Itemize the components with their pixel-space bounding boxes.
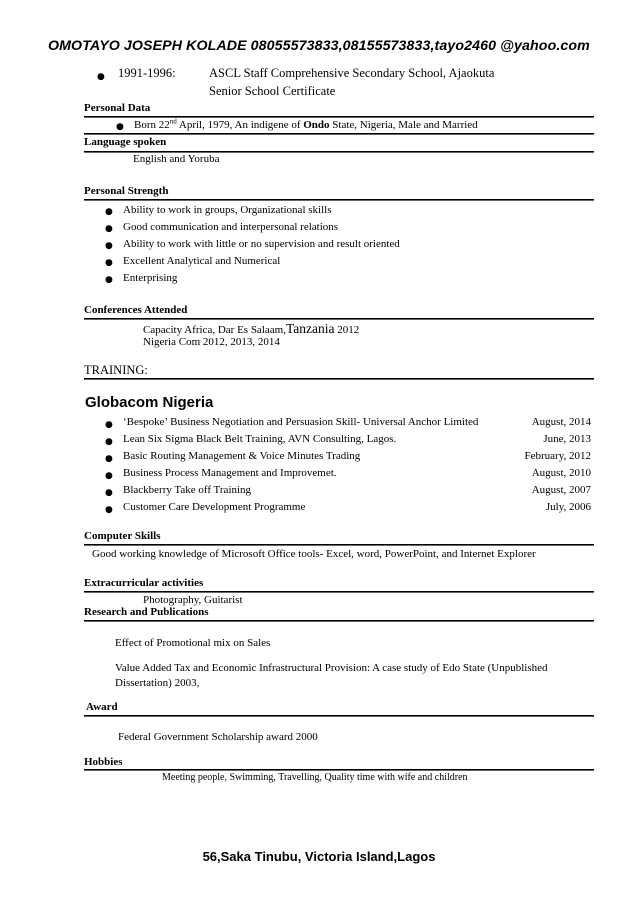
training-item-name: Basic Routing Management & Voice Minutes Trading	[123, 450, 361, 462]
section-title-hobbies: Hobbies	[84, 756, 123, 768]
bullet-icon: ●	[105, 505, 113, 515]
bullet-icon: ●	[105, 241, 113, 251]
education-certificate: Senior School Certificate	[209, 84, 336, 98]
strength-item: Excellent Analytical and Numerical	[123, 255, 281, 267]
section-divider	[84, 715, 594, 717]
training-item-date: August, 2007	[531, 484, 591, 496]
contact-header: OMOTAYO JOSEPH KOLADE 08055573833,08155573833,tayo2460 @yahoo.com	[48, 38, 590, 54]
section-title-personal-strength: Personal Strength	[84, 185, 169, 197]
bullet-icon: ●	[105, 420, 113, 430]
strength-item: Enterprising	[123, 272, 178, 284]
personal-data-text: Born 22nd April, 1979, An indigene of Ondo State, Nigeria, Male and Married	[134, 117, 478, 131]
training-item-name: Business Process Management and Improvemet.	[123, 467, 337, 479]
bullet-icon: ●	[105, 224, 113, 234]
education-school: ASCL Staff Comprehensive Secondary School, Ajaokuta	[209, 66, 495, 80]
bullet-icon: ●	[105, 207, 113, 217]
training-item-date: August, 2010	[531, 467, 591, 479]
section-title-personal-data: Personal Data	[84, 102, 151, 114]
conference-item: Nigeria Com 2012, 2013, 2014	[143, 336, 280, 348]
section-divider	[84, 133, 594, 135]
training-item-date: August, 2014	[531, 416, 591, 428]
training-item-date: February, 2012	[524, 450, 591, 462]
section-divider	[84, 378, 594, 380]
bullet-icon: ●	[105, 258, 113, 268]
publication-item: Value Added Tax and Economic Infrastructural Provision: A case study of Edo State (Unpublished	[115, 662, 548, 674]
section-title-conferences: Conferences Attended	[84, 304, 188, 316]
bullet-icon: ●	[105, 275, 113, 285]
training-item-name: Lean Six Sigma Black Belt Training, AVN Consulting, Lagos.	[123, 433, 397, 445]
section-divider	[84, 591, 594, 593]
section-title-computer-skills: Computer Skills	[84, 530, 161, 542]
award-value: Federal Government Scholarship award 2000	[118, 731, 318, 743]
training-item-name: ‘Bespoke’ Business Negotiation and Persuasion Skill- Universal Anchor Limited	[123, 416, 479, 428]
bullet-icon: ●	[105, 454, 113, 464]
bullet-icon: ●	[116, 122, 124, 132]
section-title-award: Award	[86, 701, 118, 713]
bullet-icon: ●	[105, 437, 113, 447]
bullet-icon: ●	[105, 471, 113, 481]
bullet-icon: ●	[97, 72, 105, 82]
section-divider	[84, 199, 594, 201]
strength-item: Ability to work with little or no supervision and result oriented	[123, 238, 400, 250]
bullet-icon: ●	[105, 488, 113, 498]
publication-item: Effect of Promotional mix on Sales	[115, 637, 271, 649]
training-item-name: Customer Care Development Programme	[123, 501, 306, 513]
hobbies-value: Meeting people, Swimming, Travelling, Quality time with wife and children	[162, 772, 468, 783]
section-title-training: TRAINING:	[84, 363, 148, 377]
section-divider	[84, 769, 594, 771]
strength-item: Ability to work in groups, Organizational skills	[123, 204, 332, 216]
publication-item: Dissertation) 2003,	[115, 677, 200, 689]
strength-item: Good communication and interpersonal relations	[123, 221, 339, 233]
section-title-research: Research and Publications	[84, 606, 209, 618]
training-item-name: Blackberry Take off Training	[123, 484, 252, 496]
language-value: English and Yoruba	[133, 153, 220, 165]
section-divider	[84, 318, 594, 320]
section-divider	[84, 620, 594, 622]
training-item-date: June, 2013	[543, 433, 591, 445]
footer-address: 56,Saka Tinubu, Victoria Island,Lagos	[202, 849, 436, 864]
training-item-date: July, 2006	[545, 501, 591, 513]
section-divider	[84, 116, 594, 118]
section-title-language: Language spoken	[84, 136, 167, 148]
section-title-extracurricular: Extracurricular activities	[84, 577, 204, 589]
education-years: 1991-1996:	[118, 66, 176, 80]
section-divider	[84, 544, 594, 546]
extracurricular-value: Photography, Guitarist	[143, 594, 243, 606]
computer-skills-value: Good working knowledge of Microsoft Office tools- Excel, word, PowerPoint, and Internet Explorer	[92, 548, 536, 560]
conference-item: Capacity Africa, Dar Es Salaam,Tanzania 2012	[143, 321, 360, 336]
training-org: Globacom Nigeria	[85, 394, 214, 411]
